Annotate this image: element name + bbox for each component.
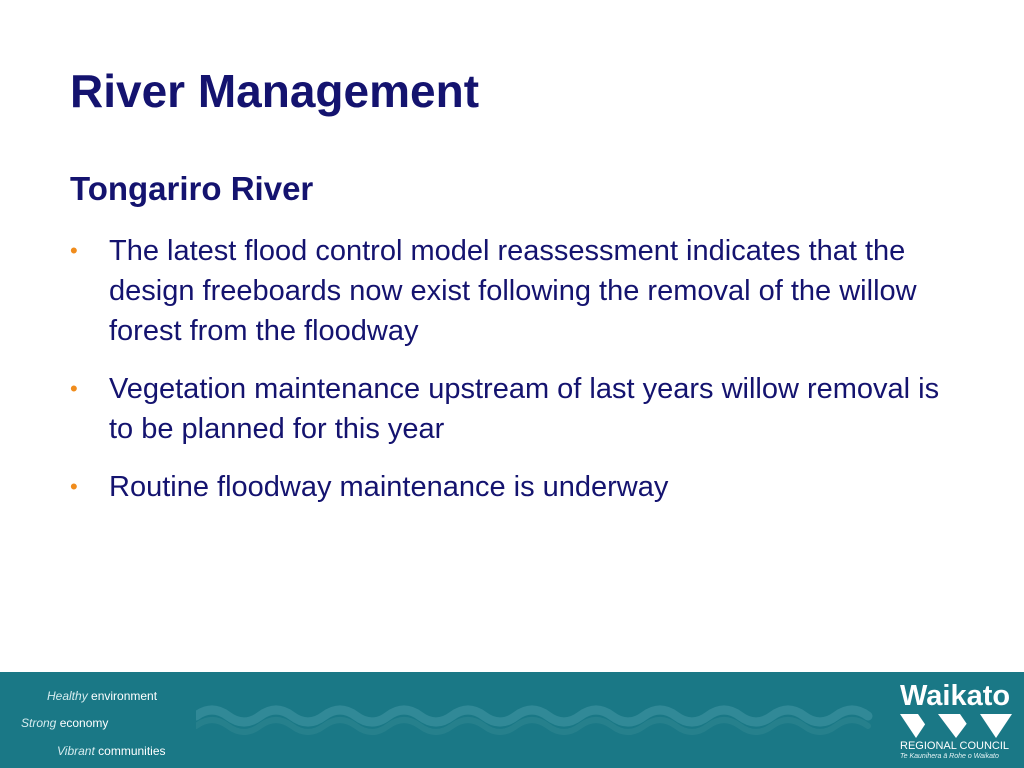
tagline-emphasis: Strong bbox=[21, 716, 57, 730]
bullet-text: The latest flood control model reassessment indicates that the design freeboards now exist following the removal of the willow forest from the floodway bbox=[109, 235, 917, 347]
bullet-dot-icon: • bbox=[70, 238, 78, 263]
bullet-text: Vegetation maintenance upstream of last years willow removal is to be planned for this year bbox=[109, 373, 940, 445]
slide-title: River Management bbox=[70, 65, 480, 117]
slide-subtitle: Tongariro River bbox=[70, 170, 314, 207]
tagline-emphasis: Healthy bbox=[47, 689, 88, 703]
tagline-text: economy bbox=[59, 716, 109, 730]
tagline-text: communities bbox=[98, 744, 166, 758]
footer-band bbox=[0, 672, 1024, 768]
bullet-dot-icon: • bbox=[70, 474, 78, 499]
logo-council-text: REGIONAL COUNCIL bbox=[900, 740, 1010, 752]
wave-pattern-icon bbox=[196, 702, 886, 738]
tagline-strong-economy bbox=[21, 716, 108, 730]
bullet-dot-icon: • bbox=[70, 376, 78, 401]
logo-maori-text: Te Kaunihera ā Rohe o Waikato bbox=[900, 753, 999, 760]
bullet-item bbox=[70, 369, 950, 449]
bullet-item bbox=[70, 467, 950, 507]
bullet-item bbox=[70, 231, 950, 351]
tagline-vibrant-communities bbox=[57, 744, 166, 758]
bullet-text: Routine floodway maintenance is underway bbox=[109, 471, 669, 503]
waikato-logo-mark-icon bbox=[900, 714, 1012, 738]
tagline-healthy-environment bbox=[47, 689, 157, 703]
bullet-list bbox=[70, 231, 950, 525]
waikato-logo-wordmark: Waikato bbox=[900, 680, 1011, 712]
tagline-text: environment bbox=[91, 689, 158, 703]
tagline-emphasis: Vibrant bbox=[57, 744, 95, 758]
